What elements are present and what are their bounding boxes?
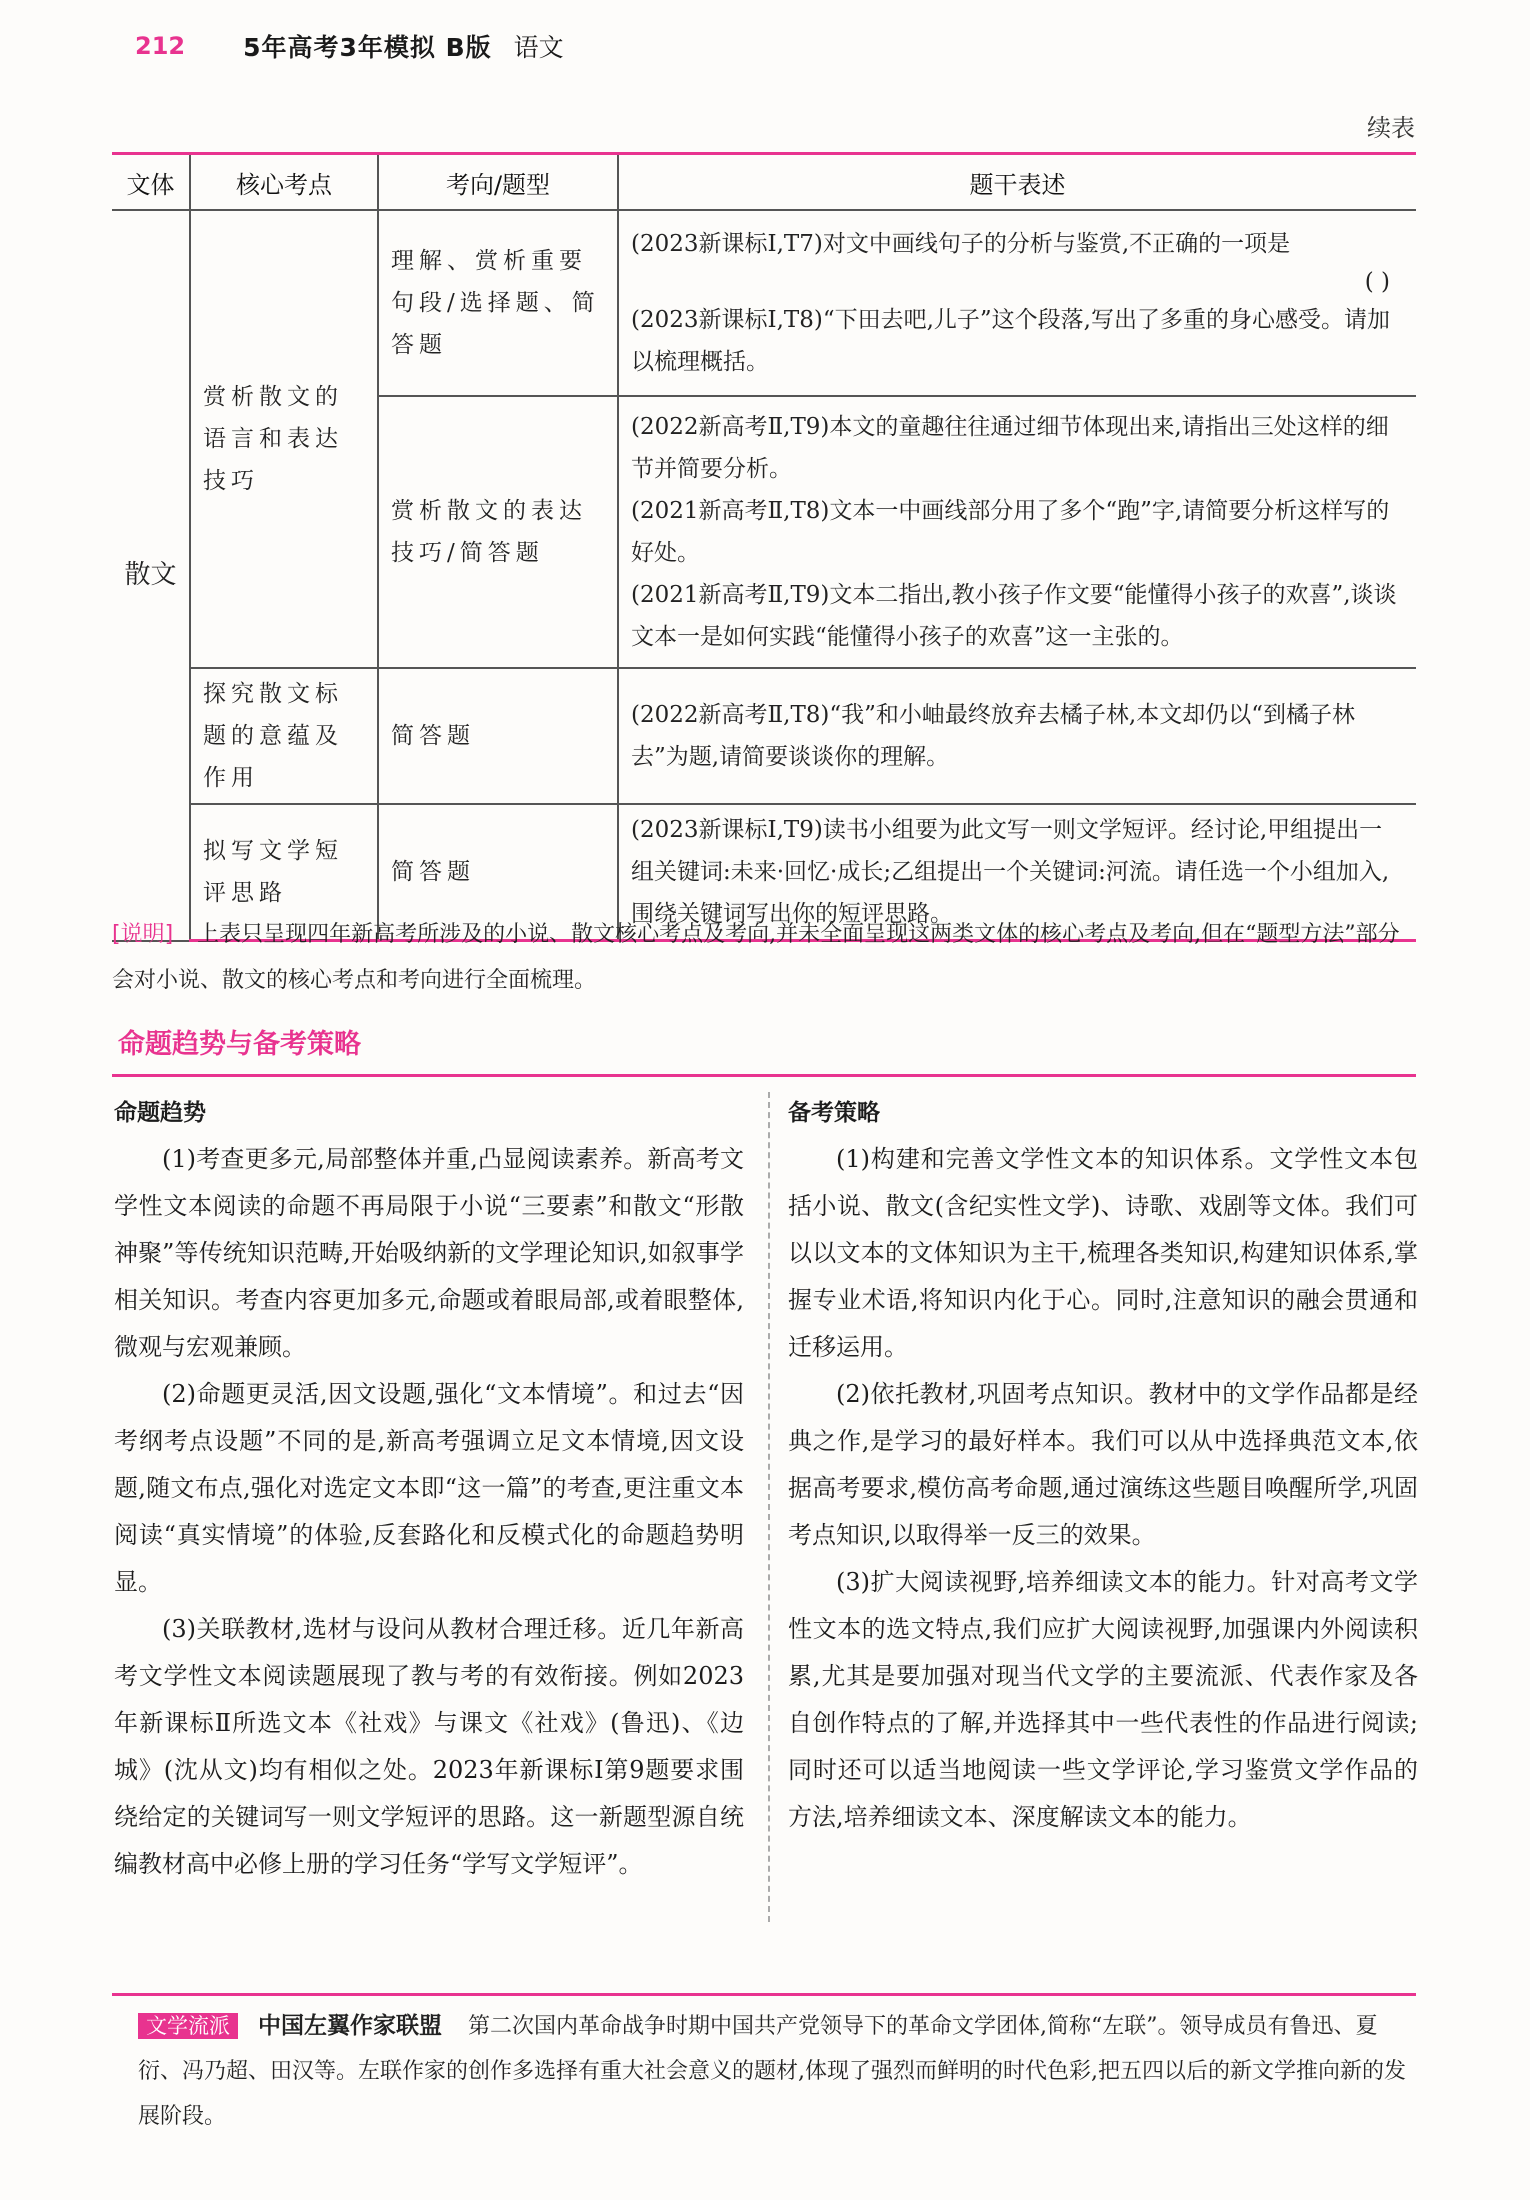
type-cell: 理解、赏析重要句段/选择题、简答题 bbox=[378, 210, 618, 396]
core-point-cell: 拟写文学短评思路 bbox=[190, 804, 378, 941]
note-text: 上表只呈现四年新高考所涉及的小说、散文核心考点及考向,并未全面呈现这两类文体的核心考点及考向,但在“题型方法”部分会对小说、散文的核心考点和考向进行全面梳理。 bbox=[112, 922, 1400, 993]
statement-cell bbox=[618, 396, 1416, 668]
question-item: (2023新课标Ⅰ,T8)“下田去吧,儿子”这个段落,写出了多重的身心感受。请加以梳理概括。 bbox=[631, 307, 1390, 375]
note-tag: [说明] bbox=[112, 922, 174, 947]
statement-cell bbox=[618, 210, 1416, 396]
strategy-paragraph: (3)扩大阅读视野,培养细读文本的能力。针对高考文学性文本的选文特点,我们应扩大阅读视野,加强课内外阅读积累,尤其是要加强对现当代文学的主要流派、代表作家及各自创作特点的了解,并选择其中一些代表性的作品进行阅读;同时还可以适当地阅读一些文学评论,学习鉴赏文学作品的方法,培养细读文本、深度解读文本的能力。 bbox=[788, 1568, 1418, 1831]
book-title: 5年高考3年模拟 B版 bbox=[243, 33, 492, 62]
strategy-heading: 备考策略 bbox=[788, 1100, 880, 1126]
question-item: (2022新高考Ⅱ,T9)本文的童趣往往通过细节体现出来,请指出三处这样的细节并简要分析。 bbox=[631, 414, 1389, 482]
table-header-row bbox=[112, 154, 1416, 211]
trend-column bbox=[114, 1090, 744, 1888]
section-title: 命题趋势与备考策略 bbox=[118, 1029, 361, 1060]
section-divider bbox=[112, 1074, 1416, 1077]
footer-note bbox=[138, 2004, 1418, 2139]
trend-paragraph: (3)关联教材,选材与设问从教材合理迁移。近几年新高考文学性文本阅读题展现了教与考的有效衔接。例如2023年新课标Ⅱ所选文本《社戏》与课文《社戏》(鲁迅)、《边城》(沈从文)均有相似之处。2023年新课标Ⅰ第9题要求围绕给定的关键词写一则文学短评的思路。这一新题型源自统编教材高中必修上册的学习任务“学写文学短评”。 bbox=[114, 1615, 744, 1878]
page-header bbox=[135, 26, 564, 66]
table-row bbox=[112, 668, 1416, 804]
genre-cell: 散文 bbox=[112, 210, 190, 941]
strategy-column bbox=[788, 1090, 1418, 1841]
column-divider bbox=[768, 1092, 770, 1922]
table-note bbox=[112, 912, 1416, 1004]
exam-table bbox=[112, 152, 1416, 942]
header-genre: 文体 bbox=[112, 154, 190, 211]
footer-text: 第二次国内革命战争时期中国共产党领导下的革命文学团体,简称“左联”。领导成员有鲁迅、夏衍、冯乃超、田汉等。左联作家的创作多选择有重大社会意义的题材,体现了强烈而鲜明的时代色彩,把五四以后的新文学推向新的发展阶段。 bbox=[138, 2014, 1406, 2129]
header-question-statement: 题干表述 bbox=[618, 154, 1416, 211]
type-cell: 赏析散文的表达技巧/简答题 bbox=[378, 396, 618, 668]
trend-paragraph: (2)命题更灵活,因文设题,强化“文本情境”。和过去“因考纲考点设题”不同的是,新高考强调立足文本情境,因文设题,随文布点,强化对选定文本即“这一篇”的考查,更注重文本阅读“真实情境”的体验,反套路化和反模式化的命题趋势明显。 bbox=[114, 1380, 744, 1596]
trend-paragraph: (1)考查更多元,局部整体并重,凸显阅读素养。新高考文学性文本阅读的命题不再局限于小说“三要素”和散文“形散神聚”等传统知识范畴,开始吸纳新的文学理论知识,如叙事学相关知识。考查内容更加多元,命题或着眼局部,或着眼整体,微观与宏观兼顾。 bbox=[114, 1145, 744, 1361]
question-item: (2021新高考Ⅱ,T9)文本二指出,教小孩子作文要“能懂得小孩子的欢喜”,谈谈文本一是如何实践“能懂得小孩子的欢喜”这一主张的。 bbox=[631, 582, 1397, 650]
subject-label: 语文 bbox=[513, 33, 564, 62]
strategy-paragraph: (1)构建和完善文学性文本的知识体系。文学性文本包括小说、散文(含纪实性文学)、诗歌、戏剧等文体。我们可以以文本的文体知识为主干,梳理各类知识,构建知识体系,掌握专业术语,将知识内化于心。同时,注意知识的融会贯通和迁移运用。 bbox=[788, 1145, 1418, 1361]
type-cell: 简答题 bbox=[378, 804, 618, 941]
statement-cell: (2022新高考Ⅱ,T8)“我”和小岫最终放弃去橘子林,本文却仍以“到橘子林去”为题,请简要谈谈你的理解。 bbox=[618, 668, 1416, 804]
question-item: (2021新高考Ⅱ,T8)文本一中画线部分用了多个“跑”字,请简要分析这样写的好处。 bbox=[631, 498, 1390, 566]
statement-cell: (2023新课标Ⅰ,T9)读书小组要为此文写一则文学短评。经讨论,甲组提出一组关键词:未来·回忆·成长;乙组提出一个关键词:河流。请任选一个小组加入,围绕关键词写出你的短评思路。 bbox=[618, 804, 1416, 941]
footer-divider bbox=[112, 1993, 1416, 1996]
page-number: 212 bbox=[135, 32, 186, 60]
core-point-cell: 赏析散文的语言和表达技巧 bbox=[190, 210, 378, 668]
header-question-type: 考向/题型 bbox=[378, 154, 618, 211]
core-point-cell: 探究散文标题的意蕴及作用 bbox=[190, 668, 378, 804]
type-cell: 简答题 bbox=[378, 668, 618, 804]
footer-name: 中国左翼作家联盟 bbox=[258, 2013, 442, 2039]
answer-paren: ( ) bbox=[1364, 269, 1390, 295]
continued-label: 续表 bbox=[1367, 114, 1415, 142]
trend-heading: 命题趋势 bbox=[114, 1100, 206, 1126]
header-core-point: 核心考点 bbox=[190, 154, 378, 211]
question-item: (2023新课标Ⅰ,T7)对文中画线句子的分析与鉴赏,不正确的一项是 bbox=[631, 231, 1291, 257]
footer-tag: 文学流派 bbox=[138, 2013, 238, 2039]
table-row bbox=[112, 210, 1416, 396]
strategy-paragraph: (2)依托教材,巩固考点知识。教材中的文学作品都是经典之作,是学习的最好样本。我们可以从中选择典范文本,依据高考要求,模仿高考命题,通过演练这些题目唤醒所学,巩固考点知识,以取得举一反三的效果。 bbox=[788, 1380, 1418, 1549]
